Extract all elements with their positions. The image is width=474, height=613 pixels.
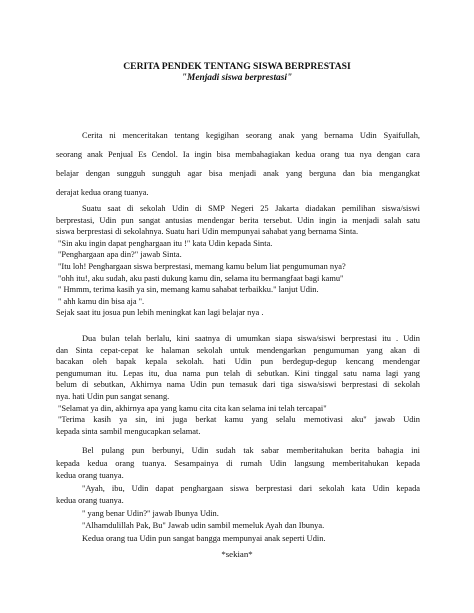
dialogue-line: "ohh itu!, aku sudah, aku pasti dukung kamu din, selama itu bermangfaat bagi kamu" — [58, 273, 344, 283]
dialogue-line: "Sin aku ingin dapat penghargaan itu !" kata Udin kepada Sinta. — [58, 238, 273, 248]
document-subtitle: "Menjadi siswa berprestasi" — [181, 73, 293, 83]
text-line: nya. hati Udin pun sangat senang. — [56, 391, 170, 401]
text-line: Sejak saat itu josua pun lebih meningkat kan lagi belajar nya . — [56, 308, 264, 318]
dialogue-line: "Alhamdulillah Pak, Bu" Jawab udin sambil memeluk Ayah dan Ibunya. — [82, 521, 325, 530]
dialogue-line: " ahh kamu din bisa aja ". — [58, 296, 145, 306]
text-line: pengumuman itu. Lepas itu, dua nama pun telah di sebutkan. Kini tinggal satu nama lagi yang — [56, 368, 420, 378]
text-line: Kedua orang tua Udin pun sangat bangga mempunyai anak seperti Udin. — [82, 533, 326, 543]
dialogue-line: "Penghargaan apa din?" jawab Sinta. — [58, 250, 182, 260]
text-line: Cerita ni menceritakan tentang kegigihan seorang anak yang bernama Udin Syaifullah, — [82, 131, 420, 140]
text-line: kepada sinta sambil mengucapkan selamat. — [56, 426, 201, 436]
dialogue-line: "Terima kasih ya sin, ini juga berkat kamu yang selalu memotivasi aku" jawab Udin — [58, 415, 420, 425]
text-line: siswa berprestasi di sekolahnya. Suatu hari Udin mempunyai sahabat yang bernama Sinta. — [56, 227, 359, 237]
text-line: belajar dengan sungguh sungguh agar bisa menjadi anak yang berguna dan bia mengangkat — [56, 169, 420, 178]
text-line: dan Sinta cepat-cepat ke halaman sekolah untuk mendengarkan pengumuman yang akan di — [56, 345, 420, 355]
closing-text: *sekian* — [221, 549, 253, 559]
text-line: seorang anak Penjual Es Cendol. Ia ingin bisa membahagiakan kedua orang tua nya dengan cara — [56, 150, 420, 159]
dialogue-line: "Ayah, ibu, Udin dapat penghargaan siswa berprestasi dari sekolah kata Udin kepada — [82, 483, 420, 493]
dialogue-line: " yang benar Udin?" jawab Ibunya Udin. — [82, 508, 219, 518]
text-line: Suatu saat di sekolah Udin di SMP Negeri 25 Jakarta diadakan pemilihan siswa/siswi — [82, 204, 420, 213]
text-line: kepada kedua orang tuanya. Sesampainya di rumah Udin langsung memberitahukan kepada — [56, 458, 420, 468]
paragraph-4 — [56, 445, 420, 545]
text-line: Dua bulan telah berlalu, kini saatnya di umumkan siapa siswa/siswi berprestasi itu . Udin — [82, 334, 420, 343]
dialogue-line: "Selamat ya din, akhirnya apa yang kamu cita cita kan selama ini telah tercapai" — [58, 403, 327, 413]
text-line: bacakan oleh bapak kepala sekolah. hati Udin pun berdegup-degup kencang mendengar — [56, 357, 420, 367]
text-line: derajat kedua orang tuanya. — [56, 188, 149, 197]
dialogue-line: "Itu loh! Penghargaan siswa berprestasi, memang kamu belum liat pengumuman nya? — [58, 261, 346, 271]
paragraph-3 — [56, 333, 420, 437]
text-line: belum di sebutkan, Akhirnya nama Udin pun temasuk dari tiga siswa/siswi berprestasi di sekolah — [56, 380, 420, 390]
text-line: berprestasi, Udin pun sangat antusias mendengar berita tersebut. Udin ingin ia menjadi salah satu — [56, 215, 420, 225]
paragraph-2 — [56, 203, 420, 319]
text-line: kedua orang tuanya. — [56, 471, 124, 480]
text-line: Bel pulang pun berbunyi, Udin sudah tak sabar memberitahukan berita bahagia ini — [82, 446, 420, 455]
text-line: kedua orang tuanya. — [56, 496, 124, 505]
paragraph-1 — [56, 126, 420, 202]
dialogue-line: " Hmmm, terima kasih ya sin, memang kamu sahabat terbaikku." lanjut Udin. — [58, 285, 319, 295]
document-title: CERITA PENDEK TENTANG SISWA BERPRESTASI — [123, 61, 351, 72]
